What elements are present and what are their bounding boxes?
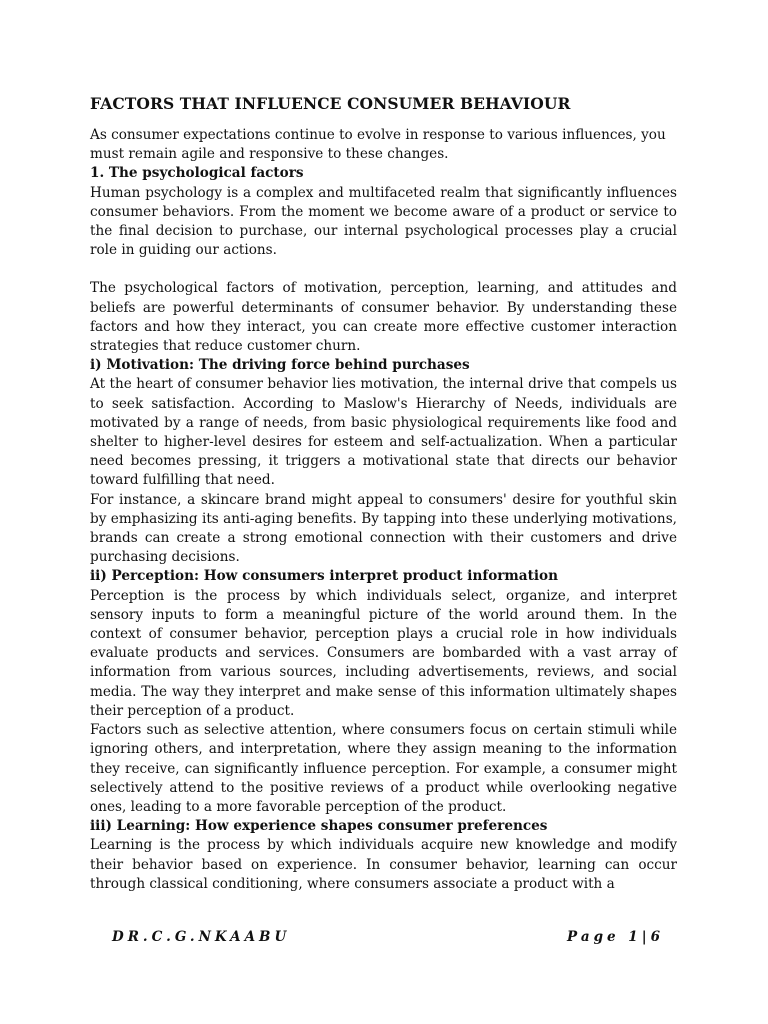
subheading-perception: ii) Perception: How consumers interpret product information (90, 568, 559, 585)
paragraph-learning-1: Learning is the process by which individuals acquire new knowledge and modify their behavior based on experience. In consumer behavior, learning can occur through classical conditioning, where consumers associate a product with a (90, 837, 677, 892)
paragraph-perception-1: Perception is the process by which individuals select, organize, and interpret sensory inputs to form a meaningful picture of the world around them. In the context of consumer behavior, perception plays a crucial role in how individuals evaluate products and services. Consumers are bombarded with a vast array of information from various sources, including advertisements, reviews, and social media. The way they interpret and make sense of this information ultimately shapes their perception of a product. (90, 587, 677, 719)
footer-author: DR.C.G.NKAABU (112, 929, 291, 945)
section-heading-psychological: 1. The psychological factors (90, 165, 304, 182)
page-content (90, 94, 677, 894)
paragraph-psychological-factors: The psychological factors of motivation, perception, learning, and attitudes and beliefs are powerful determinants of consumer behavior. By understanding these factors and how they interact, you can create more effective customer interaction strategies that reduce customer churn. (90, 280, 677, 355)
paragraph-gap (90, 260, 677, 279)
paragraph-motivation-2: For instance, a skincare brand might appeal to consumers' desire for youthful skin by emphasizing its anti-aging benefits. By tapping into these underlying motivations, brands can create a strong emotional connection with their customers and drive purchasing decisions. (90, 491, 677, 566)
page-footer (112, 929, 664, 945)
subheading-motivation: i) Motivation: The driving force behind purchases (90, 357, 470, 374)
footer-page-number: Page 1|6 (567, 929, 664, 945)
subheading-learning: iii) Learning: How experience shapes consumer preferences (90, 818, 548, 835)
intro-paragraph: As consumer expectations continue to evolve in response to various influences, you must remain agile and responsive to these changes. (90, 127, 666, 163)
paragraph-perception-2: Factors such as selective attention, where consumers focus on certain stimuli while ignoring others, and interpretation, where they assign meaning to the information they receive, can significantly influence perception. For example, a consumer might selectively attend to the positive reviews of a product while overlooking negative ones, leading to a more favorable perception of the product. (90, 722, 677, 815)
document-title: FACTORS THAT INFLUENCE CONSUMER BEHAVIOUR (90, 94, 571, 113)
paragraph-psychology-intro: Human psychology is a complex and multifaceted realm that significantly influences consumer behaviors. From the moment we become aware of a product or service to the final decision to purchase, our internal psychological processes play a crucial role in guiding our actions. (90, 184, 677, 259)
paragraph-motivation-1: At the heart of consumer behavior lies motivation, the internal drive that compels us to seek satisfaction. According to Maslow's Hierarchy of Needs, individuals are motivated by a range of needs, from basic physiological requirements like food and shelter to higher-level desires for esteem and self-actualization. When a particular need becomes pressing, it triggers a motivational state that directs our behavior toward fulfilling that need. (90, 376, 677, 489)
